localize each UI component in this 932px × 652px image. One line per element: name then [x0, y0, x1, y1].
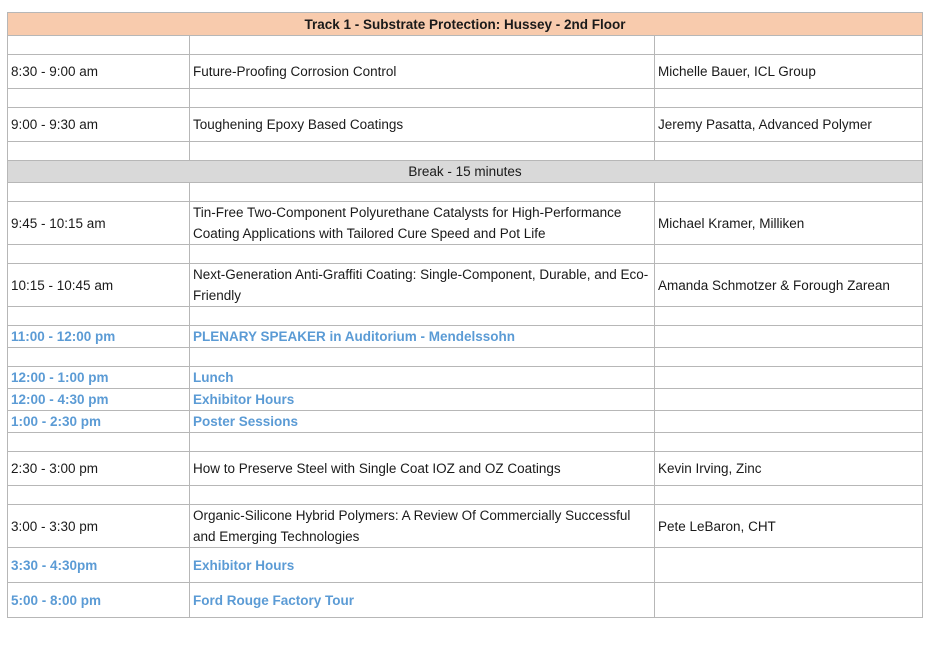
speaker-cell: Jeremy Pasatta, Advanced Polymer — [655, 108, 923, 142]
table-row — [8, 202, 923, 245]
session-title: Ford Rouge Factory Tour — [190, 583, 655, 618]
time-cell: 11:00 - 12:00 pm — [8, 326, 190, 348]
time-cell: 9:45 - 10:15 am — [8, 202, 190, 245]
time-cell: 8:30 - 9:00 am — [8, 55, 190, 89]
break-row: Break - 15 minutes — [8, 161, 923, 183]
time-cell: 12:00 - 4:30 pm — [8, 389, 190, 411]
session-title: PLENARY SPEAKER in Auditorium - Mendelssohn — [190, 326, 655, 348]
session-title: Future-Proofing Corrosion Control — [190, 55, 655, 89]
table-row — [8, 548, 923, 583]
table-row — [8, 583, 923, 618]
speaker-cell — [655, 411, 923, 433]
speaker-cell — [655, 548, 923, 583]
time-cell: 9:00 - 9:30 am — [8, 108, 190, 142]
table-row — [8, 505, 923, 548]
table-row — [8, 55, 923, 89]
session-title: Tin-Free Two-Component Polyurethane Catalysts for High-Performance Coating Applications with Tailored Cure Speed and Pot Life — [190, 202, 655, 245]
session-title: Next-Generation Anti-Graffiti Coating: Single-Component, Durable, and Eco-Friendly — [190, 264, 655, 307]
session-title: Lunch — [190, 367, 655, 389]
time-cell: 1:00 - 2:30 pm — [8, 411, 190, 433]
speaker-cell: Michelle Bauer, ICL Group — [655, 55, 923, 89]
time-cell: 3:30 - 4:30pm — [8, 548, 190, 583]
speaker-cell: Michael Kramer, Milliken — [655, 202, 923, 245]
session-title: Exhibitor Hours — [190, 389, 655, 411]
time-cell: 12:00 - 1:00 pm — [8, 367, 190, 389]
table-row — [8, 264, 923, 307]
table-row — [8, 326, 923, 348]
time-cell: 3:00 - 3:30 pm — [8, 505, 190, 548]
track-title: Track 1 - Substrate Protection: Hussey - 2nd Floor — [8, 13, 923, 36]
time-cell: 5:00 - 8:00 pm — [8, 583, 190, 618]
table-row — [8, 108, 923, 142]
schedule-table — [7, 12, 923, 618]
table-row — [8, 389, 923, 411]
table-row — [8, 452, 923, 486]
speaker-cell: Kevin Irving, Zinc — [655, 452, 923, 486]
session-title: How to Preserve Steel with Single Coat IOZ and OZ Coatings — [190, 452, 655, 486]
speaker-cell: Amanda Schmotzer & Forough Zarean — [655, 264, 923, 307]
time-cell: 2:30 - 3:00 pm — [8, 452, 190, 486]
session-title: Organic-Silicone Hybrid Polymers: A Review Of Commercially Successful and Emerging Technologies — [190, 505, 655, 548]
session-title: Toughening Epoxy Based Coatings — [190, 108, 655, 142]
speaker-cell — [655, 326, 923, 348]
session-title: Exhibitor Hours — [190, 548, 655, 583]
session-title: Poster Sessions — [190, 411, 655, 433]
speaker-cell — [655, 583, 923, 618]
time-cell: 10:15 - 10:45 am — [8, 264, 190, 307]
speaker-cell: Pete LeBaron, CHT — [655, 505, 923, 548]
speaker-cell — [655, 389, 923, 411]
speaker-cell — [655, 367, 923, 389]
table-row — [8, 367, 923, 389]
table-row — [8, 411, 923, 433]
